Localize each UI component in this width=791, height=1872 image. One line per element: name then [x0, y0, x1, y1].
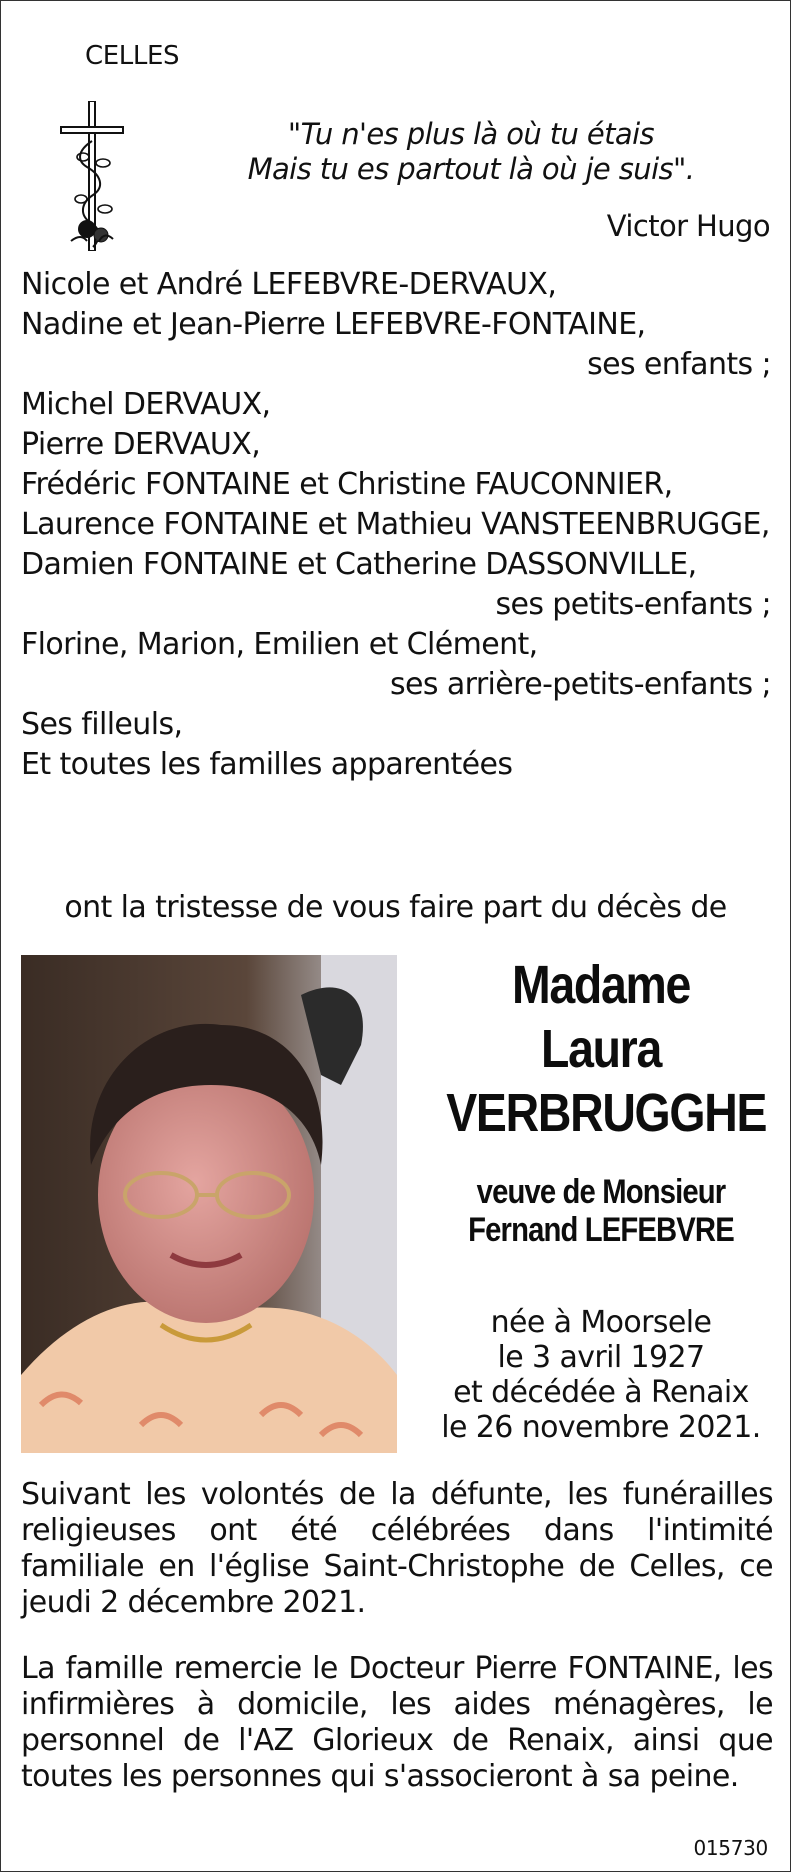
family-line: Pierre DERVAUX,	[21, 427, 261, 462]
deceased-first-name: Laura	[540, 1019, 662, 1079]
family-line: Nicole et André LEFEBVRE-DERVAUX,	[21, 267, 557, 302]
reference-number: 015730	[693, 1836, 768, 1860]
family-line: Et toutes les familles apparentées	[21, 747, 513, 782]
death-date: le 26 novembre 2021.	[441, 1410, 761, 1445]
deceased-title: Madame	[511, 955, 691, 1015]
funeral-paragraph: Suivant les volontés de la défunte, les funérailles religieuses ont été célébrées dans l'intimité familiale en l'église Saint-Christophe de Celles, ce jeudi 2 décembre 2021.	[21, 1477, 773, 1620]
family-line: Laurence FONTAINE et Mathieu VANSTEENBRUGGE,	[21, 507, 770, 542]
family-line: Nadine et Jean-Pierre LEFEBVRE-FONTAINE,	[21, 307, 646, 342]
birth-death-dates	[421, 1305, 781, 1445]
widow-line-1: veuve de Monsieur	[476, 1173, 726, 1211]
birth-place: née à Moorsele	[490, 1305, 712, 1340]
deceased-name-block	[421, 953, 781, 1249]
quote	[191, 117, 751, 187]
birth-date: le 3 avril 1927	[497, 1340, 705, 1375]
family-role: ses petits-enfants ;	[495, 587, 771, 622]
cross-with-roses-icon	[57, 101, 127, 251]
family-line: Frédéric FONTAINE et Christine FAUCONNIER,	[21, 467, 673, 502]
portrait-photo	[21, 955, 397, 1453]
quote-line-1: "Tu n'es plus là où tu étais	[287, 117, 655, 151]
widow-line-2: Fernand LEFEBVRE	[468, 1211, 734, 1249]
widow-of	[446, 1173, 756, 1249]
family-line: Ses filleuls,	[21, 707, 183, 742]
family-list	[21, 265, 773, 785]
family-role: ses enfants ;	[587, 347, 771, 382]
quote-line-2: Mais tu es partout là où je suis".	[247, 152, 695, 186]
thanks-paragraph: La famille remercie le Docteur Pierre FONTAINE, les infirmières à domicile, les aides ménagères, le personnel de l'AZ Glorieux de Renaix, ainsi que toutes les personnes qui s'associeront à sa peine.	[21, 1651, 773, 1794]
family-line: Florine, Marion, Emilien et Clément,	[21, 627, 538, 662]
death-place: et décédée à Renaix	[453, 1375, 749, 1410]
quote-author: Victor Hugo	[606, 209, 770, 243]
announcement: ont la tristesse de vous faire part du décès de	[64, 890, 727, 925]
locality: CELLES	[85, 41, 180, 71]
family-line: Michel DERVAUX,	[21, 387, 271, 422]
deceased-last-name: VERBRUGGHE	[446, 1083, 767, 1143]
family-role: ses arrière-petits-enfants ;	[389, 667, 771, 702]
family-line: Damien FONTAINE et Catherine DASSONVILLE,	[21, 547, 697, 582]
